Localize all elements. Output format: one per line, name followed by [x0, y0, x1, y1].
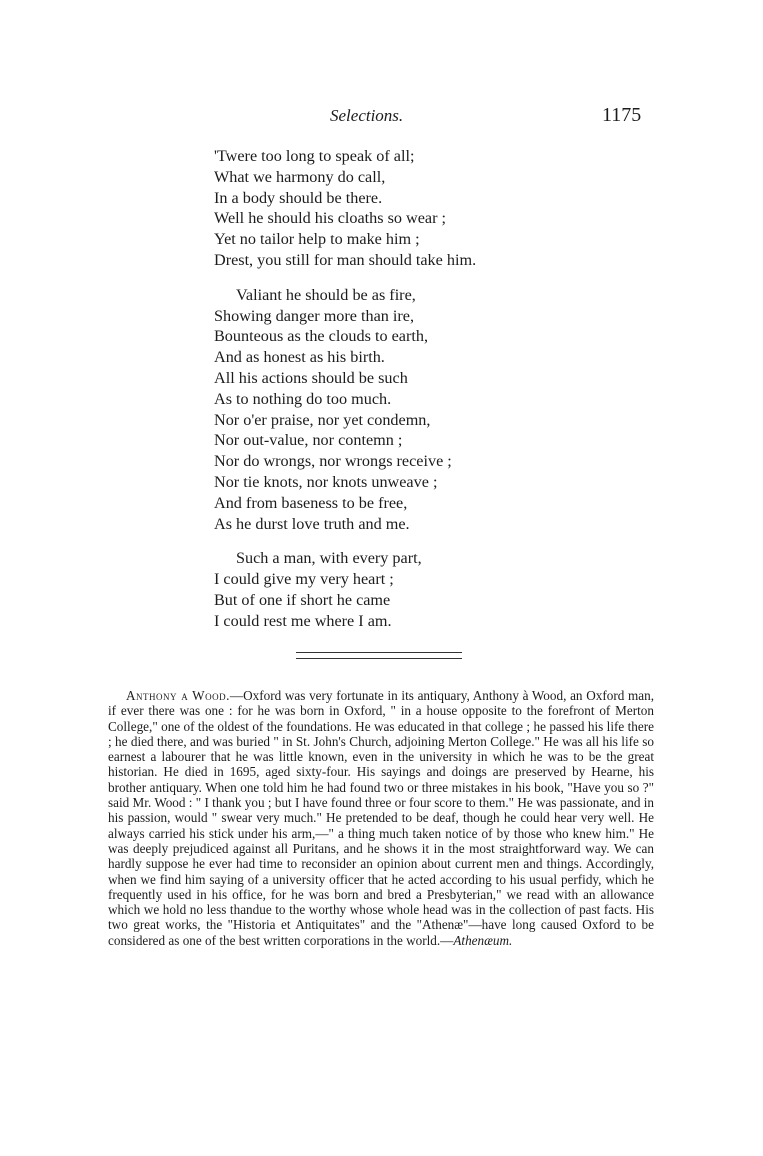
poem-line: Bounteous as the clouds to earth, [214, 327, 428, 346]
poem-stanza-3 [214, 548, 654, 631]
article-heading: Anthony a Wood. [126, 688, 230, 703]
running-head [0, 106, 763, 130]
poem [214, 146, 654, 632]
poem-line: 'Twere too long to speak of all; [214, 147, 415, 165]
running-title: Selections. [330, 106, 404, 125]
poem-line: Such a man, with every part, [236, 549, 422, 568]
poem-line: Nor o'er praise, nor yet condemn, [214, 410, 431, 429]
poem-stanza-1 [214, 146, 654, 271]
poem-line: Nor tie knots, nor knots unweave ; [214, 472, 438, 491]
section-divider [296, 652, 462, 659]
poem-line: As to nothing do too much. [214, 389, 392, 408]
poem-stanza-2 [214, 285, 654, 535]
poem-line: Well he should his cloaths so wear ; [214, 209, 447, 228]
poem-line: And from baseness to be free, [214, 493, 408, 512]
poem-line: And as honest as his birth. [214, 348, 385, 367]
poem-line: Nor do wrongs, nor wrongs receive ; [214, 452, 452, 471]
article-body: —Oxford was very fortunate in its antiquary, Anthony à Wood, an Oxford man, if ever there was one : for he was born in Oxford, " in a house opposite to the forefront of Merton College," one of the oldest of the foundations. He was educated in that college ; he passed his life there ; he died there, and was buried " in St. John's Church, adjoining Merton College." He was all his life so earnest a labourer that he was little known, even in the university in which he was to be the great historian. He died in 1695, aged sixty-four. His sayings and doings are preserved by Hearne, his brother antiquary. When one told him he had found two or three mistakes in his book, "Have you so ?" said Mr. Wood : " I thank you ; but I have found three or four score to them." He was passionate, and in his passion, would " swear very much." He pretended to be deaf, though he could hear very well. He always carried his stick under his arm,—" a thing much taken notice of by those who knew him." He was deeply prejudiced against all Puritans, and he shows it in the most straightforward way. We can hardly suppose he ever had time to reconsider an opinion about current men and things. Accordingly, when we find him saying of a university officer that he acted according to his usual perfidy, which he frequently used in his office, for he was born and bred a Presbyterian," we read with an allowance which we hold no less thandue to the worthy whose whole head was in the collection of past facts. His two great works, the "Historia et Antiquitates" and the "Athenæ"—have long caused Oxford to be considered as one of the best written corporations in the world.— [108, 688, 654, 948]
poem-line: As he durst love truth and me. [214, 514, 410, 533]
poem-line: All his actions should be such [214, 368, 408, 387]
poem-line: In a body should be there. [214, 188, 383, 207]
article-source: Athenæum. [453, 932, 513, 948]
poem-line: I could give my very heart ; [214, 570, 394, 589]
poem-line: Valiant he should be as fire, [236, 285, 416, 304]
poem-line: Showing danger more than ire, [214, 306, 415, 325]
poem-line: I could rest me where I am. [214, 611, 392, 630]
article-paragraph [108, 688, 654, 948]
poem-line: What we harmony do call, [214, 167, 386, 186]
poem-line: Nor out-value, nor contemn ; [214, 431, 403, 450]
poem-line: Drest, you still for man should take him. [214, 250, 477, 269]
poem-line: But of one if short he came [214, 590, 391, 609]
poem-line: Yet no tailor help to make him ; [214, 230, 420, 249]
page-number: 1175 [602, 104, 642, 126]
